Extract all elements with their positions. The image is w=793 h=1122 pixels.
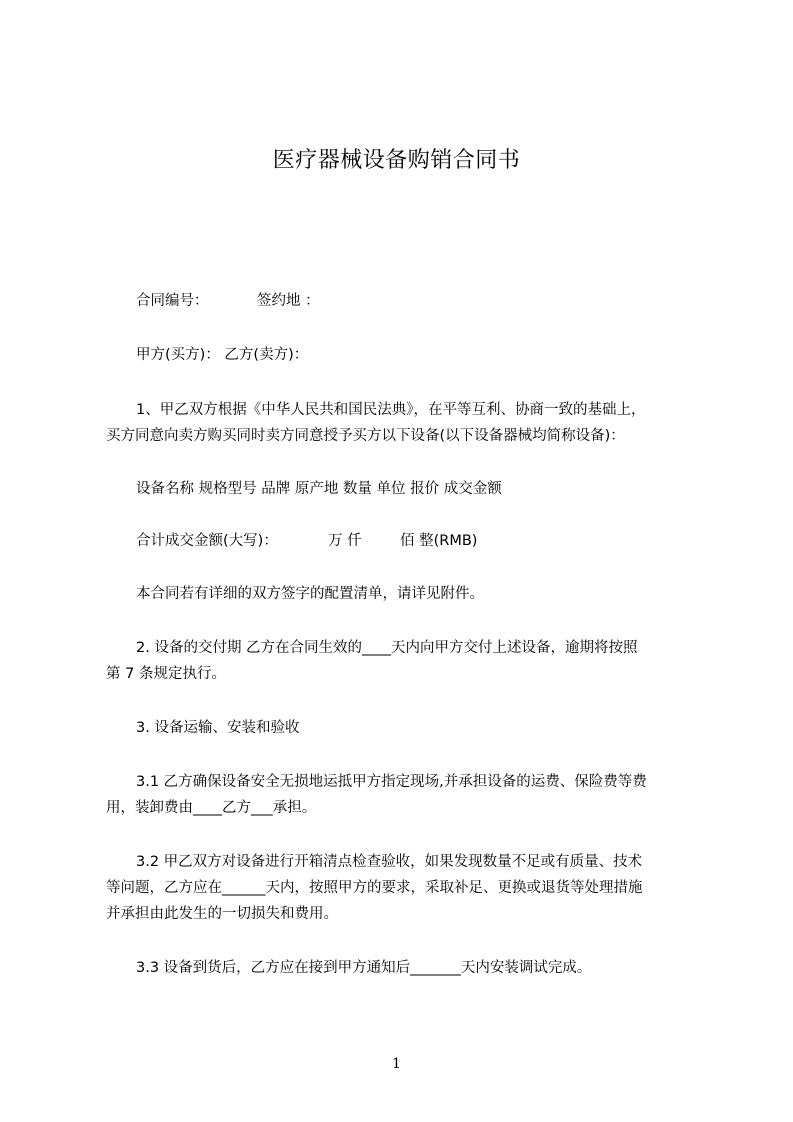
clause-2-line-1: 2. 设备的交付期 乙方在合同生效的____天内向甲方交付上述设备，逾期将按照: [136, 640, 638, 656]
clause-3-2-line-2: 等问题，乙方应在______天内，按照甲方的要求，采取补足、更换或退货等处理措施: [106, 880, 643, 896]
clause-3-2-line-1: 3.2 甲乙双方对设备进行开箱清点检查验收，如果发现数量不足或有质量、技术: [136, 854, 643, 870]
equipment-columns: 设备名称 规格型号 品牌 原产地 数量 单位 报价 成交金额: [136, 481, 502, 497]
page-title: 医疗器械设备购销合同书: [272, 148, 521, 173]
total-amount-label: 合计成交金额(大写)：: [136, 533, 278, 549]
page-number: 1: [392, 1056, 401, 1072]
clause-1-line-2: 买方同意向卖方购买同时卖方同意授予买方以下设备(以下设备器械均简称设备)：: [106, 428, 625, 444]
appendix-note: 本合同若有详细的双方签字的配置清单，请详见附件。: [136, 586, 484, 602]
sign-place-label: 签约地 ：: [257, 293, 320, 309]
clause-3-heading: 3. 设备运输、安装和验收: [136, 720, 300, 736]
clause-3-1-line-1: 3.1 乙方确保设备安全无损地运抵甲方指定现场,并承担设备的运费、保险费等费: [136, 774, 647, 790]
clause-1-line-1: 1、甲乙双方根据《中华人民共和国民法典》，在平等互利、协商一致的基础上，: [136, 402, 646, 418]
contract-no-label: 合同编号：: [136, 293, 209, 309]
parties-line: 甲方(买方)： 乙方(卖方)：: [136, 347, 309, 363]
total-amount-units-2: 佰 整(RMB): [400, 533, 478, 549]
clause-3-1-line-2: 用，装卸费由____乙方___承担。: [106, 800, 317, 816]
total-amount-units: 万 仟: [328, 533, 362, 549]
clause-2-line-2: 第 7 条规定执行。: [106, 666, 226, 682]
clause-3-2-line-3: 并承担由此发生的一切损失和费用。: [106, 906, 338, 922]
clause-3-3: 3.3 设备到货后，乙方应在接到甲方通知后_______天内安装调试完成。: [136, 960, 592, 976]
